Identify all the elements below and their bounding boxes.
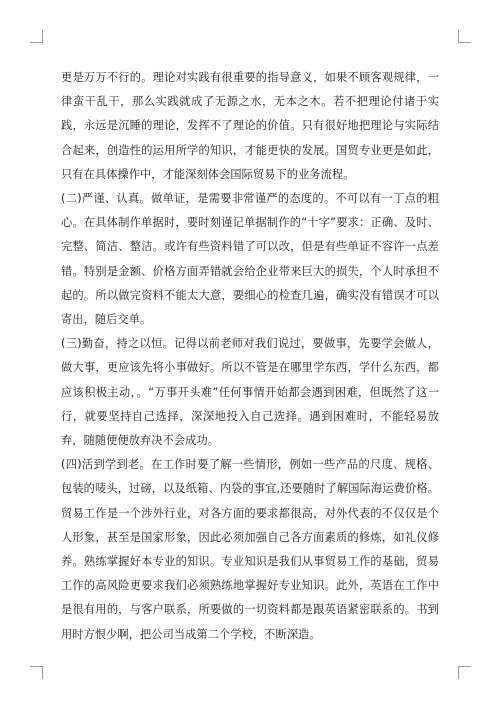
crop-mark-bottom-right — [458, 666, 471, 679]
crop-mark-top-right — [458, 30, 471, 43]
document-body — [61, 66, 439, 647]
crop-mark-bottom-left — [30, 666, 43, 679]
paragraph-rigorous-careful: (二)严谨、认真。做单证，是需要非常谨严的态度的。不可以有一丁点的粗心。在具体制作单据时，要时刻谨记单据制作的“十字”要求：正确、及时、完整、简洁、整洁。或许有些资料错了可以改，但是有些单证不容许一点差错。特别是金额、价格方面弄错就会给企业带来巨大的损失，个人时承担不起的。所以做完资料不能太大意，要细心的检查几遍，确实没有错误才可以寄出，随后交单。 — [61, 192, 439, 327]
paragraph-lifelong-learning: (四)活到学到老。在工作时要了解一些情形，例如一些产品的尺度、规格、包装的唛头，过磅，以及纸箱、内袋的事宜,还要随时了解国际海运费价格。贸易工作是一个涉外行业，对各方面的要求都很高，对外代表的不仅仅是个人形象，甚至是国家形象，因此必须加强自己各方面素质的修炼，如礼仪修养。熟练掌握好本专业的知识。专业知识是我们从事贸易工作的基础，贸易工作的高风险更要求我们必须熟练地掌握好专业知识。此外，英语在工作中是很有用的，与客户联系，所要做的一切资料都是跟英语紧密联系的。书到用时方恨少啊，把公司当成第二个学校，不断深造。 — [61, 458, 439, 641]
paragraph-diligence: (三)勤奋，持之以恒。记得以前老师对我们说过，要做事，先要学会做人，做大事，更应该先将小事做好。所以不管是在哪里学东西，学什么东西，都应该积极主动，。“万事开头难”任何事情开始都会遇到困难，但既然了这一行，就要坚持自己选择，深深地投入自己选择。遇到困难时，不能轻易放弃，随随便便放弃决不会成功。 — [61, 337, 439, 448]
paragraph-theory-practice: 更是万万不行的。理论对实践有很重要的指导意义，如果不顾客观规律，一律蛮干乱干，那么实践就成了无源之水，无本之木。若不把理论付诸于实践，永远是沉睡的理论，发挥不了理论的价值。只有很好地把理论与实际结合起来，创造性的运用所学的知识，才能更快的发展。国贸专业更是如此，只有在具体操作中，才能深刻体会国际贸易下的业务流程。 — [61, 71, 439, 181]
crop-mark-top-left — [30, 30, 43, 43]
